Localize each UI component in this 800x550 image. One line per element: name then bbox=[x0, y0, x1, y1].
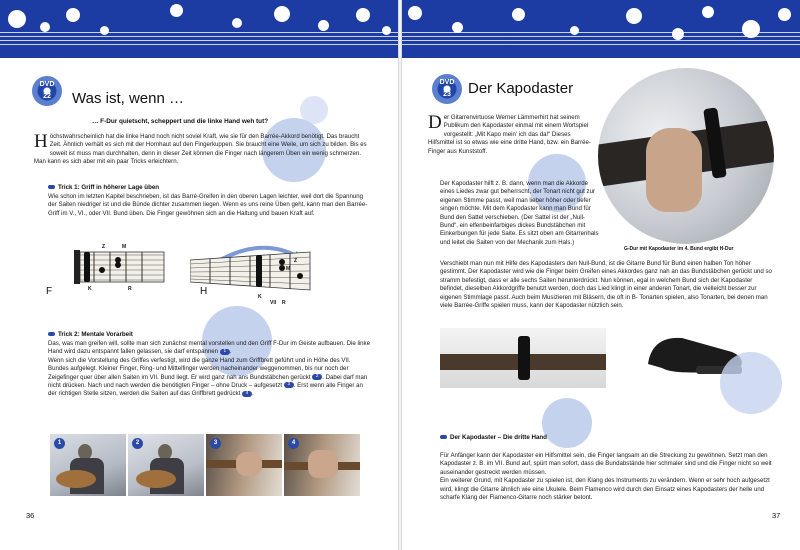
drop-cap: D bbox=[428, 112, 442, 133]
dvd-icon bbox=[432, 74, 462, 104]
photo-number: 3 bbox=[210, 438, 221, 449]
step-photo-2 bbox=[128, 434, 204, 496]
trick2-heading-text: Trick 2: Mentale Vorarbeit bbox=[58, 331, 133, 338]
trick1-heading bbox=[48, 184, 159, 191]
trick2-sentence: . Erst wenn alle Finger an der richtigen Stelle sitzen, werden die Saiten auf das Griffbrett gedrückt bbox=[48, 382, 363, 398]
diagram-f-label: F bbox=[46, 286, 53, 297]
staff-lines bbox=[0, 32, 398, 48]
intro-paragraph bbox=[34, 133, 372, 167]
capo-paragraph-4 bbox=[440, 452, 776, 502]
dvd-number: 23 bbox=[443, 91, 451, 98]
finger-letter-m: M bbox=[122, 244, 127, 250]
chord-diagram-h bbox=[190, 238, 370, 312]
capo-photo-round bbox=[598, 68, 774, 244]
finger-letter-r: R bbox=[128, 286, 132, 292]
step-badge: 3 bbox=[284, 382, 294, 388]
note-dot bbox=[356, 8, 370, 22]
drop-cap: H bbox=[34, 131, 48, 152]
hand bbox=[308, 450, 338, 478]
trick2-heading bbox=[48, 331, 133, 338]
dvd-label: DVD bbox=[439, 79, 455, 86]
finger-letter-r: R bbox=[282, 300, 286, 306]
note-dot bbox=[274, 6, 290, 22]
note-dot bbox=[742, 20, 760, 38]
step-photo-4 bbox=[284, 434, 360, 496]
note-dot bbox=[778, 8, 791, 21]
fretboard-h-svg bbox=[190, 238, 370, 312]
trick2-sentence: Wenn sich die Vorstellung des Griffes verfestigt, wird die ganze Hand zum Griffbrett geführt und in Höhe des VII. Bundes aufgelegt. Kleiner Finger, Ring- und Mittelfinger werden nacheinander weggenommen, bis nur noch der Zeigefinger quer über allen Saiten im VII. Bund liegt. Er wird ganz nah ans Bundstäbchen gerückt bbox=[48, 356, 351, 381]
intro-text: er Gitarrenvirtuose Werner Lämmerhirt hat seinem Publikum den Kapodaster einmal mit einem Wortspiel vorgestellt: „Mit Kapo mein' ich das da!“ Dieses Hilfsmittel ist so etwas wie eine dritte Hand, bzw. ein Barrée-Finger aus Kunststoff. bbox=[428, 114, 591, 155]
note-dot bbox=[100, 26, 109, 35]
section-heading bbox=[440, 434, 547, 441]
chapter-subtitle: … F-Dur quietscht, scheppert und die linke Hand weh tut? bbox=[92, 118, 269, 125]
trick2-sentence: . Dabei darf man nicht drücken. Nach und nach werden die benötigten Finger – ohne Druck – aufgesetzt bbox=[48, 373, 368, 390]
note-dot bbox=[318, 20, 329, 31]
right-page bbox=[402, 0, 800, 550]
note-dot bbox=[702, 6, 714, 18]
note-dot bbox=[8, 10, 26, 28]
photo-number: 4 bbox=[288, 438, 299, 449]
header-band bbox=[0, 0, 398, 58]
step-photo-1 bbox=[50, 434, 126, 496]
dvd-number: 22 bbox=[43, 93, 51, 100]
trick2-text: Das, was man greifen will, sollte man sich zunächst mental vorstellen und den Griff F-Dur im Geiste aufbauen. Die linke Hand wird dazu entspannt fallen gelassen, sie darf entspannen 1 . Wenn sich die Vorstellung des Griffes verfestigt, wird die ganze Hand zum Griffbrett geführt und in Höhe des VII. Bundes aufgelegt. Kleiner Finger, Ring- und Mittelfinger werden nacheinander weggenommen, bis nur noch der Zeigefinger quer über allen Saiten im VII. Bund liegt. Er wird ganz nah ans Bundstäbchen gerückt 2 . Dabei darf man nicht drücken. Nach und nach werden die benötigten Finger – ohne Druck – aufgesetzt 3 . Erst wenn alle Finger an der richtigen Stelle sitzen, werden die Saiten auf das Griffbrett gedrückt 4 . bbox=[48, 340, 370, 398]
intro-paragraph bbox=[428, 114, 598, 156]
note-dot bbox=[570, 26, 579, 35]
fret-label-vii: VII bbox=[270, 300, 277, 306]
note-dot bbox=[452, 22, 463, 33]
capo bbox=[518, 336, 530, 380]
bullet-icon bbox=[48, 332, 55, 336]
photo-number: 2 bbox=[132, 438, 143, 449]
finger-letter-k: K bbox=[88, 286, 92, 292]
step-badge: 1 bbox=[220, 349, 230, 355]
finger-letter-k: K bbox=[258, 294, 262, 300]
intro-text: öchstwahrscheinlich hat die linke Hand noch nicht soviel Kraft, wie sie für den Barrée-Akkord benötigt. Das braucht Zeit. Ähnlich verhält es sich mit der Hornhaut auf den Fingerkuppen. Sie braucht eine Weile, um sich zu bilden. Bis es soweit ist muss man durchhalten, denn in dieser Zeit können die Finger nach längerem Üben ein wenig schmerzen. Man kann es sich aber mit ein paar Tricks erleichtern. bbox=[34, 133, 367, 166]
trick1-text: Wie schon im letzten Kapitel beschrieben, ist das Barré-Greifen in den oberen Lagen leichter, weil dort die Spannung der Saiten niedriger ist und die Bünde dichter zusammen liegen. Wenn es uns reine Üben geht, kann man den Barrée-Griff im V., VI., oder VII. Bund üben. Die Finger gewöhnen sich an die Haltung und bauen Kraft auf. bbox=[48, 193, 368, 217]
decor-circle bbox=[300, 96, 328, 124]
para5-text: Ein weiterer Grund, mit Kapodaster zu spielen ist, den Klang des Instruments zu verändern. Wenn er sehr hoch aufgesetzt wird, klingt die Gitarre ähnlich wie eine Ukulele. Beim Flamenco wird durch den Einsatz eines Kapodasters der helle und scharfe Klang der Flamenco-Gitarre noch stärker betont. bbox=[440, 477, 770, 502]
finger-letter-z: Z bbox=[102, 244, 106, 250]
diagram-h-label: H bbox=[200, 286, 208, 297]
fretboard-f-svg bbox=[44, 242, 184, 302]
trick1-heading-text: Trick 1: Griff in höherer Lage üben bbox=[58, 184, 160, 191]
note-dot bbox=[232, 18, 242, 28]
trick2-sentence: Das, was man greifen will, sollte man sich zunächst mental vorstellen und den Griff F-Dur im Geiste aufbauen. Die linke Hand wird dazu entspannt fallen gelassen, sie darf entspannen bbox=[48, 340, 370, 356]
decor-circle bbox=[720, 352, 782, 414]
step-photo-3 bbox=[206, 434, 282, 496]
decor-circle bbox=[542, 398, 592, 448]
page-number: 37 bbox=[772, 511, 781, 520]
para4-text: Für Anfänger kann der Kapodaster ein Hilfsmittel sein, die Finger langsam an die Streckung zu gewöhnen. Setzt man den Kapodaster z. B. im VII. Bund auf, spürt man sofort, dass die Bundabstände hier schmaler sind und die Finger nicht so weit auseinander gestreckt werden müssen. bbox=[440, 452, 772, 476]
left-page bbox=[0, 0, 398, 550]
bullet-icon bbox=[440, 435, 447, 439]
finger-letter-m: M bbox=[286, 266, 291, 272]
note-dot bbox=[672, 28, 684, 40]
note-dot bbox=[408, 6, 422, 20]
page-number: 36 bbox=[26, 511, 35, 520]
capo-paragraph-3: Verschiebt man nun mit Hilfe des Kapodasters den Null-Bund, ist die Gitarre Bund für Bund einen halben Ton höher gestimmt. Der Kapodaster wird wie die Finger beim Greifen eines Akkordes ganz nah an das Bundstäbchen gerückt und so stramm befestigt, dass er alle sechs Saiten herunterdrückt. Nun können, egal in welchem Bund sich der Kapodaster befindet, dieselben Akkordgriffe benutzt werden, doch das Lied klingt in einer anderen Tonart, die vielleicht besser zur eigenen Stimmlage passt. Auch beim Musizieren mit Bläsern, die oft in B- Tonarten spielen, also Tonarten, bei denen man viele Barrée-Griffe spielen muss, kann der Kapodaster nützlich sein. bbox=[440, 260, 772, 310]
note-dot bbox=[382, 26, 391, 35]
guitar-body bbox=[56, 470, 96, 488]
section-heading-text: Der Kapodaster – Die dritte Hand bbox=[450, 434, 547, 441]
header-band bbox=[402, 0, 800, 58]
dvd-label: DVD bbox=[39, 81, 55, 88]
finger-letter-z: Z bbox=[294, 258, 298, 264]
note-dot bbox=[626, 8, 642, 24]
page-title: Der Kapodaster bbox=[468, 80, 574, 97]
staff-lines bbox=[402, 32, 800, 48]
step-badge: 4 bbox=[242, 391, 252, 397]
capo-paragraph-2: Der Kapodaster hilft z. B. dann, wenn man die Akkorde eines Liedes zwar gut beherrscht, der Tonart nicht gut zur eigenen Stimme passt, weil man lieber höher oder tiefer singen möchte. Mit dem Kapodaster kann man Bund für Bund den Sattel verschieben. (Der Sattel ist der „Null-Bund“, ein elfenbeinfarbiges dickes Bundstäbchen mit Einkerbungen für jede Saite. Es sitzt oben am Gitarrenhals und leitet die Saiten von der Mechanik zum Hals.) bbox=[440, 180, 599, 246]
page-title: Was ist, wenn … bbox=[72, 90, 184, 107]
hand bbox=[646, 128, 702, 212]
note-dot bbox=[40, 22, 50, 32]
bullet-icon bbox=[48, 185, 55, 189]
chord-diagram-f bbox=[44, 242, 184, 302]
photo-number: 1 bbox=[54, 438, 65, 449]
photo-caption: G-Dur mit Kapodaster im 4. Bund ergibt H-Dur bbox=[624, 246, 734, 252]
hand bbox=[236, 452, 262, 476]
dvd-icon bbox=[32, 76, 62, 106]
note-dot bbox=[66, 8, 80, 22]
guitar-body bbox=[136, 470, 176, 488]
note-dot bbox=[512, 8, 525, 21]
step-badge: 2 bbox=[312, 374, 322, 380]
capo-on-neck-photo bbox=[440, 328, 606, 388]
note-dot bbox=[170, 4, 183, 17]
